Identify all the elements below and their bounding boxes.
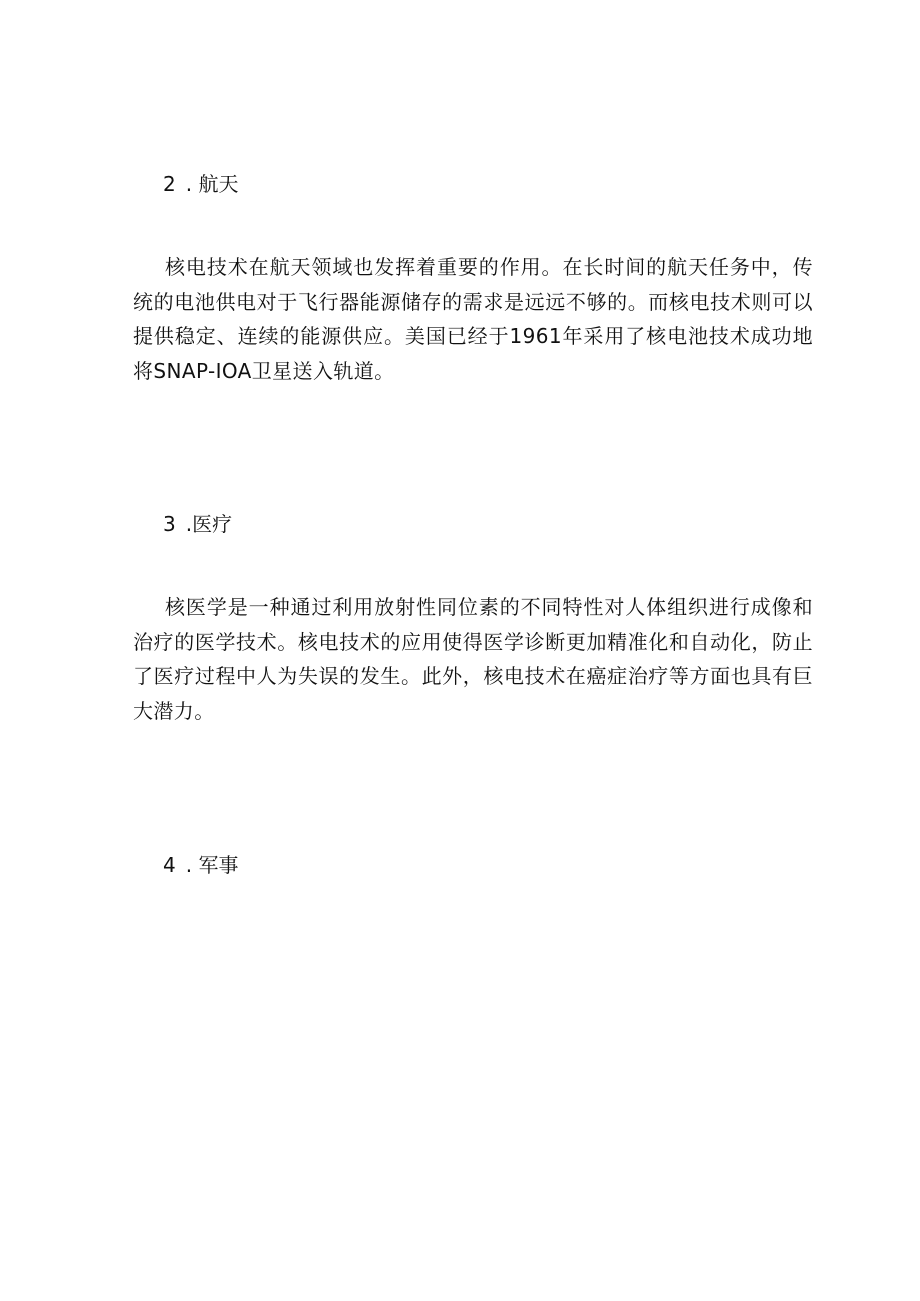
section-title: . 航天 — [185, 172, 239, 196]
section-heading-medical — [163, 512, 232, 536]
section-title: . 军事 — [185, 853, 239, 877]
section-number: 2 — [163, 172, 176, 196]
section-title: .医疗 — [185, 512, 233, 536]
section-number: 4 — [163, 853, 176, 877]
paragraph-medical: 核医学是一种通过利用放射性同位素的不同特性对人体组织进行成像和治疗的医学技术。核电技术的应用使得医学诊断更加精准化和自动化，防止了医疗过程中人为失误的发生。此外，核电技术在癌症治疗等方面也具有巨大潜力。 — [133, 595, 813, 723]
section-heading-military — [163, 853, 238, 877]
section-heading-aerospace — [163, 172, 238, 196]
section-number: 3 — [163, 512, 176, 536]
paragraph-aerospace: 核电技术在航天领域也发挥着重要的作用。在长时间的航天任务中，传统的电池供电对于飞行器能源储存的需求是远远不够的。而核电技术则可以提供稳定、连续的能源供应。美国已经于1961年采用了核电池技术成功地将SNAP-IOA卫星送入轨道。 — [133, 255, 813, 383]
